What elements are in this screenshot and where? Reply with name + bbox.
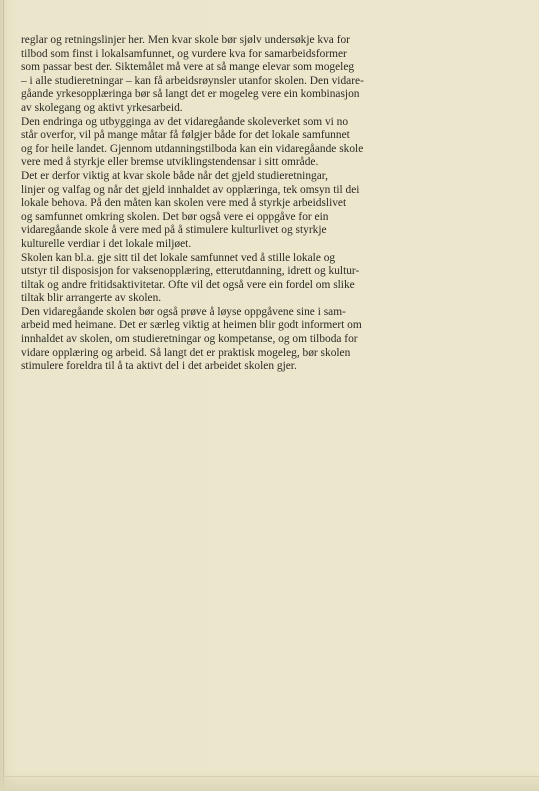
text-line: gåande yrkesopplæringa bør så langt det er mogeleg vere ein kombinasjon (21, 88, 360, 101)
text-line: vidare opplæring og arbeid. Så langt det er praktisk mogeleg, bør skolen (21, 346, 351, 359)
text-line: – i alle studieretningar – kan få arbeidsrøynsler utanfor skolen. Den vidare- (21, 74, 364, 87)
text-line: stimulere foreldra til å ta aktivt del i det arbeidet skolen gjer. (21, 360, 297, 373)
page-bottom-shadow (0, 771, 539, 791)
text-line: vere med å styrkje eller bremse utviklingstendensar i sitt område. (21, 156, 319, 169)
binding-edge (3, 0, 4, 791)
text-line: står overfor, vil på mange måtar få følgjer både for det lokale samfunnet (21, 129, 350, 142)
text-line: vidaregåande skole å vere med på å stimulere kulturlivet og styrkje (21, 224, 327, 237)
text-line: Den endringa og utbygginga av det vidaregåande skoleverket som vi no (21, 115, 349, 128)
text-line: lokale behova. På den måten kan skolen vere med å styrkje arbeidslivet (21, 197, 347, 210)
text-line: innhaldet av skolen, om studieretningar og kompetanse, og om tilboda for (21, 333, 358, 346)
text-line: utstyr til disposisjon for vaksenopplæring, etterutdanning, idrett og kultur- (21, 265, 360, 278)
text-line: arbeid med heimane. Det er særleg viktig at heimen blir godt informert om (21, 319, 362, 332)
text-line: tiltak og andre fritidsaktivitetar. Ofte vil det også vere ein fordel om slike (21, 278, 355, 291)
text-line: kulturelle verdiar i det lokale miljøet. (21, 237, 192, 250)
text-line: reglar og retningslinjer her. Men kvar skole bør sjølv undersøkje kva for (21, 34, 350, 46)
body-text (21, 34, 441, 374)
text-line: Skolen kan bl.a. gje sitt til det lokale samfunnet ved å stille lokale og (21, 251, 336, 264)
text-line: tiltak blir arrangerte av skolen. (21, 292, 162, 305)
text-line: linjer og valfag og når det gjeld innhaldet av opplæringa, tek omsyn til dei (21, 183, 360, 196)
text-line: og for heile landet. Gjennom utdanningstilboda kan ein vidaregåande skole (21, 142, 364, 155)
text-line: Det er derfor viktig at kvar skole både når det gjeld studieretningar, (21, 169, 328, 182)
text-line: Den vidaregåande skolen bør også prøve å løyse oppgåvene sine i sam- (21, 305, 346, 318)
text-line: av skolegang og aktivt yrkesarbeid. (21, 101, 183, 114)
text-line: som passar best der. Siktemålet må vere at så mange elevar som mogeleg (21, 61, 355, 74)
text-line: og samfunnet omkring skolen. Det bør også vere ei oppgåve for ein (21, 210, 329, 223)
text-line: tilbod som finst i lokalsamfunnet, og vurdere kva for samarbeidsformer (21, 47, 347, 60)
